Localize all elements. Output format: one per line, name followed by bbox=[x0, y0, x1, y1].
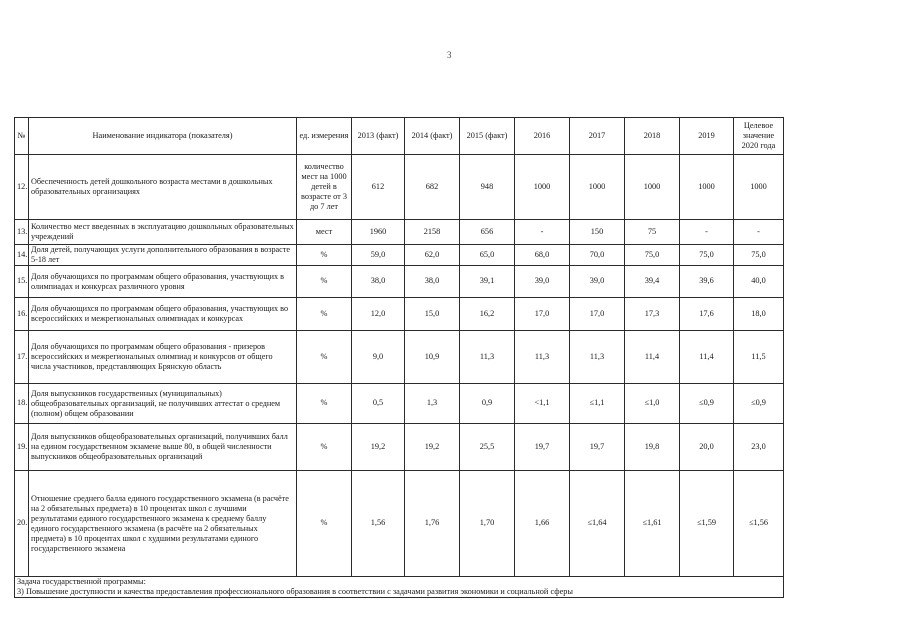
value-cell: 11,3 bbox=[570, 331, 625, 384]
indicator-name: Отношение среднего балла единого государственного экзамена (в расчёте на 2 обязательных предмета) в 10 процентах школ с лучшими результатами единого государственного экзамена к среднему баллу единого государственного экзамена (в расчёте на 2 обязательных предмета) в 10 процентах школ с худшими результатами единого государственного экзамена bbox=[29, 471, 297, 577]
table-row bbox=[15, 220, 784, 245]
value-cell: 62,0 bbox=[405, 245, 460, 266]
row-number: 17. bbox=[15, 331, 29, 384]
indicator-name: Количество мест введенных в эксплуатацию дошкольных образовательных учреждений bbox=[29, 220, 297, 245]
value-cell: 17,6 bbox=[680, 298, 734, 331]
value-cell: 0,9 bbox=[460, 384, 515, 424]
value-cell: 11,3 bbox=[515, 331, 570, 384]
table-row bbox=[15, 266, 784, 298]
value-cell: 25,5 bbox=[460, 424, 515, 471]
row-number: 19. bbox=[15, 424, 29, 471]
header-2016: 2016 bbox=[515, 118, 570, 155]
unit-cell: % bbox=[297, 298, 352, 331]
value-cell: 10,9 bbox=[405, 331, 460, 384]
row-number: 18. bbox=[15, 384, 29, 424]
value-cell: 682 bbox=[405, 155, 460, 220]
value-cell: 1,56 bbox=[352, 471, 405, 577]
value-cell: 9,0 bbox=[352, 331, 405, 384]
value-cell: 1,3 bbox=[405, 384, 460, 424]
table-row bbox=[15, 298, 784, 331]
value-cell: <1,1 bbox=[515, 384, 570, 424]
value-cell: ≤0,9 bbox=[680, 384, 734, 424]
header-row bbox=[15, 118, 784, 155]
value-cell: 2158 bbox=[405, 220, 460, 245]
value-cell: 19,2 bbox=[352, 424, 405, 471]
unit-cell: количество мест на 1000 детей в возрасте от 3 до 7 лет bbox=[297, 155, 352, 220]
header-name: Наименование индикатора (показателя) bbox=[29, 118, 297, 155]
value-cell: 11,4 bbox=[680, 331, 734, 384]
value-cell: 16,2 bbox=[460, 298, 515, 331]
value-cell: 18,0 bbox=[734, 298, 784, 331]
value-cell: 75,0 bbox=[680, 245, 734, 266]
value-cell: 68,0 bbox=[515, 245, 570, 266]
value-cell: 12,0 bbox=[352, 298, 405, 331]
unit-cell: % bbox=[297, 266, 352, 298]
value-cell: 39,4 bbox=[625, 266, 680, 298]
value-cell: ≤0,9 bbox=[734, 384, 784, 424]
page-number: 3 bbox=[447, 50, 452, 60]
indicator-name: Обеспеченность детей дошкольного возраста местами в дошкольных образовательных организациях bbox=[29, 155, 297, 220]
value-cell: 1000 bbox=[515, 155, 570, 220]
value-cell: 1000 bbox=[625, 155, 680, 220]
indicators-table bbox=[14, 117, 784, 598]
program-task-cell bbox=[15, 577, 784, 598]
value-cell: 11,5 bbox=[734, 331, 784, 384]
indicator-name: Доля обучающихся по программам общего образования - призеров всероссийских и межрегиональных олимпиад и конкурсов от общего числа участников, представляющих Брянскую область bbox=[29, 331, 297, 384]
value-cell: 19,7 bbox=[570, 424, 625, 471]
unit-cell: % bbox=[297, 331, 352, 384]
value-cell: 11,3 bbox=[460, 331, 515, 384]
header-unit: ед. измерения bbox=[297, 118, 352, 155]
value-cell: 75 bbox=[625, 220, 680, 245]
header-2017: 2017 bbox=[570, 118, 625, 155]
value-cell: 23,0 bbox=[734, 424, 784, 471]
value-cell: 59,0 bbox=[352, 245, 405, 266]
value-cell: 1000 bbox=[734, 155, 784, 220]
value-cell: 19,8 bbox=[625, 424, 680, 471]
footer-row bbox=[15, 577, 784, 598]
unit-cell: % bbox=[297, 471, 352, 577]
value-cell: 39,0 bbox=[570, 266, 625, 298]
table-row bbox=[15, 245, 784, 266]
value-cell: 75,0 bbox=[734, 245, 784, 266]
value-cell: 19,2 bbox=[405, 424, 460, 471]
value-cell: 17,3 bbox=[625, 298, 680, 331]
header-num: № bbox=[15, 118, 29, 155]
indicator-name: Доля обучающихся по программам общего образования, участвующих во всероссийских и межрегиональных олимпиадах и конкурсах bbox=[29, 298, 297, 331]
indicator-name: Доля выпускников государственных (муниципальных) общеобразовательных организаций, не получивших аттестат о среднем (полном) общем образовании bbox=[29, 384, 297, 424]
value-cell: ≤1,64 bbox=[570, 471, 625, 577]
table-row bbox=[15, 424, 784, 471]
table-row bbox=[15, 155, 784, 220]
value-cell: 1,70 bbox=[460, 471, 515, 577]
value-cell: 39,0 bbox=[515, 266, 570, 298]
value-cell: 11,4 bbox=[625, 331, 680, 384]
row-number: 15. bbox=[15, 266, 29, 298]
value-cell: 1000 bbox=[680, 155, 734, 220]
header-2015: 2015 (факт) bbox=[460, 118, 515, 155]
unit-cell: % bbox=[297, 384, 352, 424]
value-cell: 39,1 bbox=[460, 266, 515, 298]
unit-cell: % bbox=[297, 424, 352, 471]
value-cell: 1,76 bbox=[405, 471, 460, 577]
value-cell: - bbox=[680, 220, 734, 245]
value-cell: ≤1,0 bbox=[625, 384, 680, 424]
value-cell: 17,0 bbox=[570, 298, 625, 331]
indicator-name: Доля выпускников общеобразовательных организаций, получивших балл на едином государственном экзамене выше 80, в общей численности выпускников общеобразовательных организаций bbox=[29, 424, 297, 471]
unit-cell: % bbox=[297, 245, 352, 266]
header-2014: 2014 (факт) bbox=[405, 118, 460, 155]
value-cell: 75,0 bbox=[625, 245, 680, 266]
value-cell: 0,5 bbox=[352, 384, 405, 424]
value-cell: - bbox=[734, 220, 784, 245]
value-cell: 656 bbox=[460, 220, 515, 245]
row-number: 12. bbox=[15, 155, 29, 220]
row-number: 14. bbox=[15, 245, 29, 266]
table-row bbox=[15, 471, 784, 577]
row-number: 20. bbox=[15, 471, 29, 577]
value-cell: 948 bbox=[460, 155, 515, 220]
row-number: 13. bbox=[15, 220, 29, 245]
table-row bbox=[15, 384, 784, 424]
indicator-name: Доля детей, получающих услуги дополнительного образования в возрасте 5-18 лет bbox=[29, 245, 297, 266]
value-cell: 38,0 bbox=[352, 266, 405, 298]
value-cell: ≤1,59 bbox=[680, 471, 734, 577]
value-cell: 65,0 bbox=[460, 245, 515, 266]
header-target-2020: Целевое значение 2020 года bbox=[734, 118, 784, 155]
program-task-title: Задача государственной программы: bbox=[17, 577, 146, 586]
value-cell: 1,66 bbox=[515, 471, 570, 577]
value-cell: 70,0 bbox=[570, 245, 625, 266]
header-2018: 2018 bbox=[625, 118, 680, 155]
row-number: 16. bbox=[15, 298, 29, 331]
value-cell: 1000 bbox=[570, 155, 625, 220]
program-task-text: 3) Повышение доступности и качества предоставления профессионального образования в соответствии с задачами развития экономики и социальной сферы bbox=[17, 587, 574, 597]
unit-cell: мест bbox=[297, 220, 352, 245]
table-row bbox=[15, 331, 784, 384]
value-cell: 19,7 bbox=[515, 424, 570, 471]
value-cell: ≤1,61 bbox=[625, 471, 680, 577]
value-cell: 1960 bbox=[352, 220, 405, 245]
value-cell: 17,0 bbox=[515, 298, 570, 331]
value-cell: ≤1,56 bbox=[734, 471, 784, 577]
value-cell: 150 bbox=[570, 220, 625, 245]
value-cell: 39,6 bbox=[680, 266, 734, 298]
value-cell: ≤1,1 bbox=[570, 384, 625, 424]
value-cell: - bbox=[515, 220, 570, 245]
value-cell: 40,0 bbox=[734, 266, 784, 298]
value-cell: 38,0 bbox=[405, 266, 460, 298]
header-2019: 2019 bbox=[680, 118, 734, 155]
indicator-name: Доля обучающихся по программам общего образования, участвующих в олимпиадах и конкурсах различного уровня bbox=[29, 266, 297, 298]
value-cell: 20,0 bbox=[680, 424, 734, 471]
header-2013: 2013 (факт) bbox=[352, 118, 405, 155]
value-cell: 15,0 bbox=[405, 298, 460, 331]
value-cell: 612 bbox=[352, 155, 405, 220]
